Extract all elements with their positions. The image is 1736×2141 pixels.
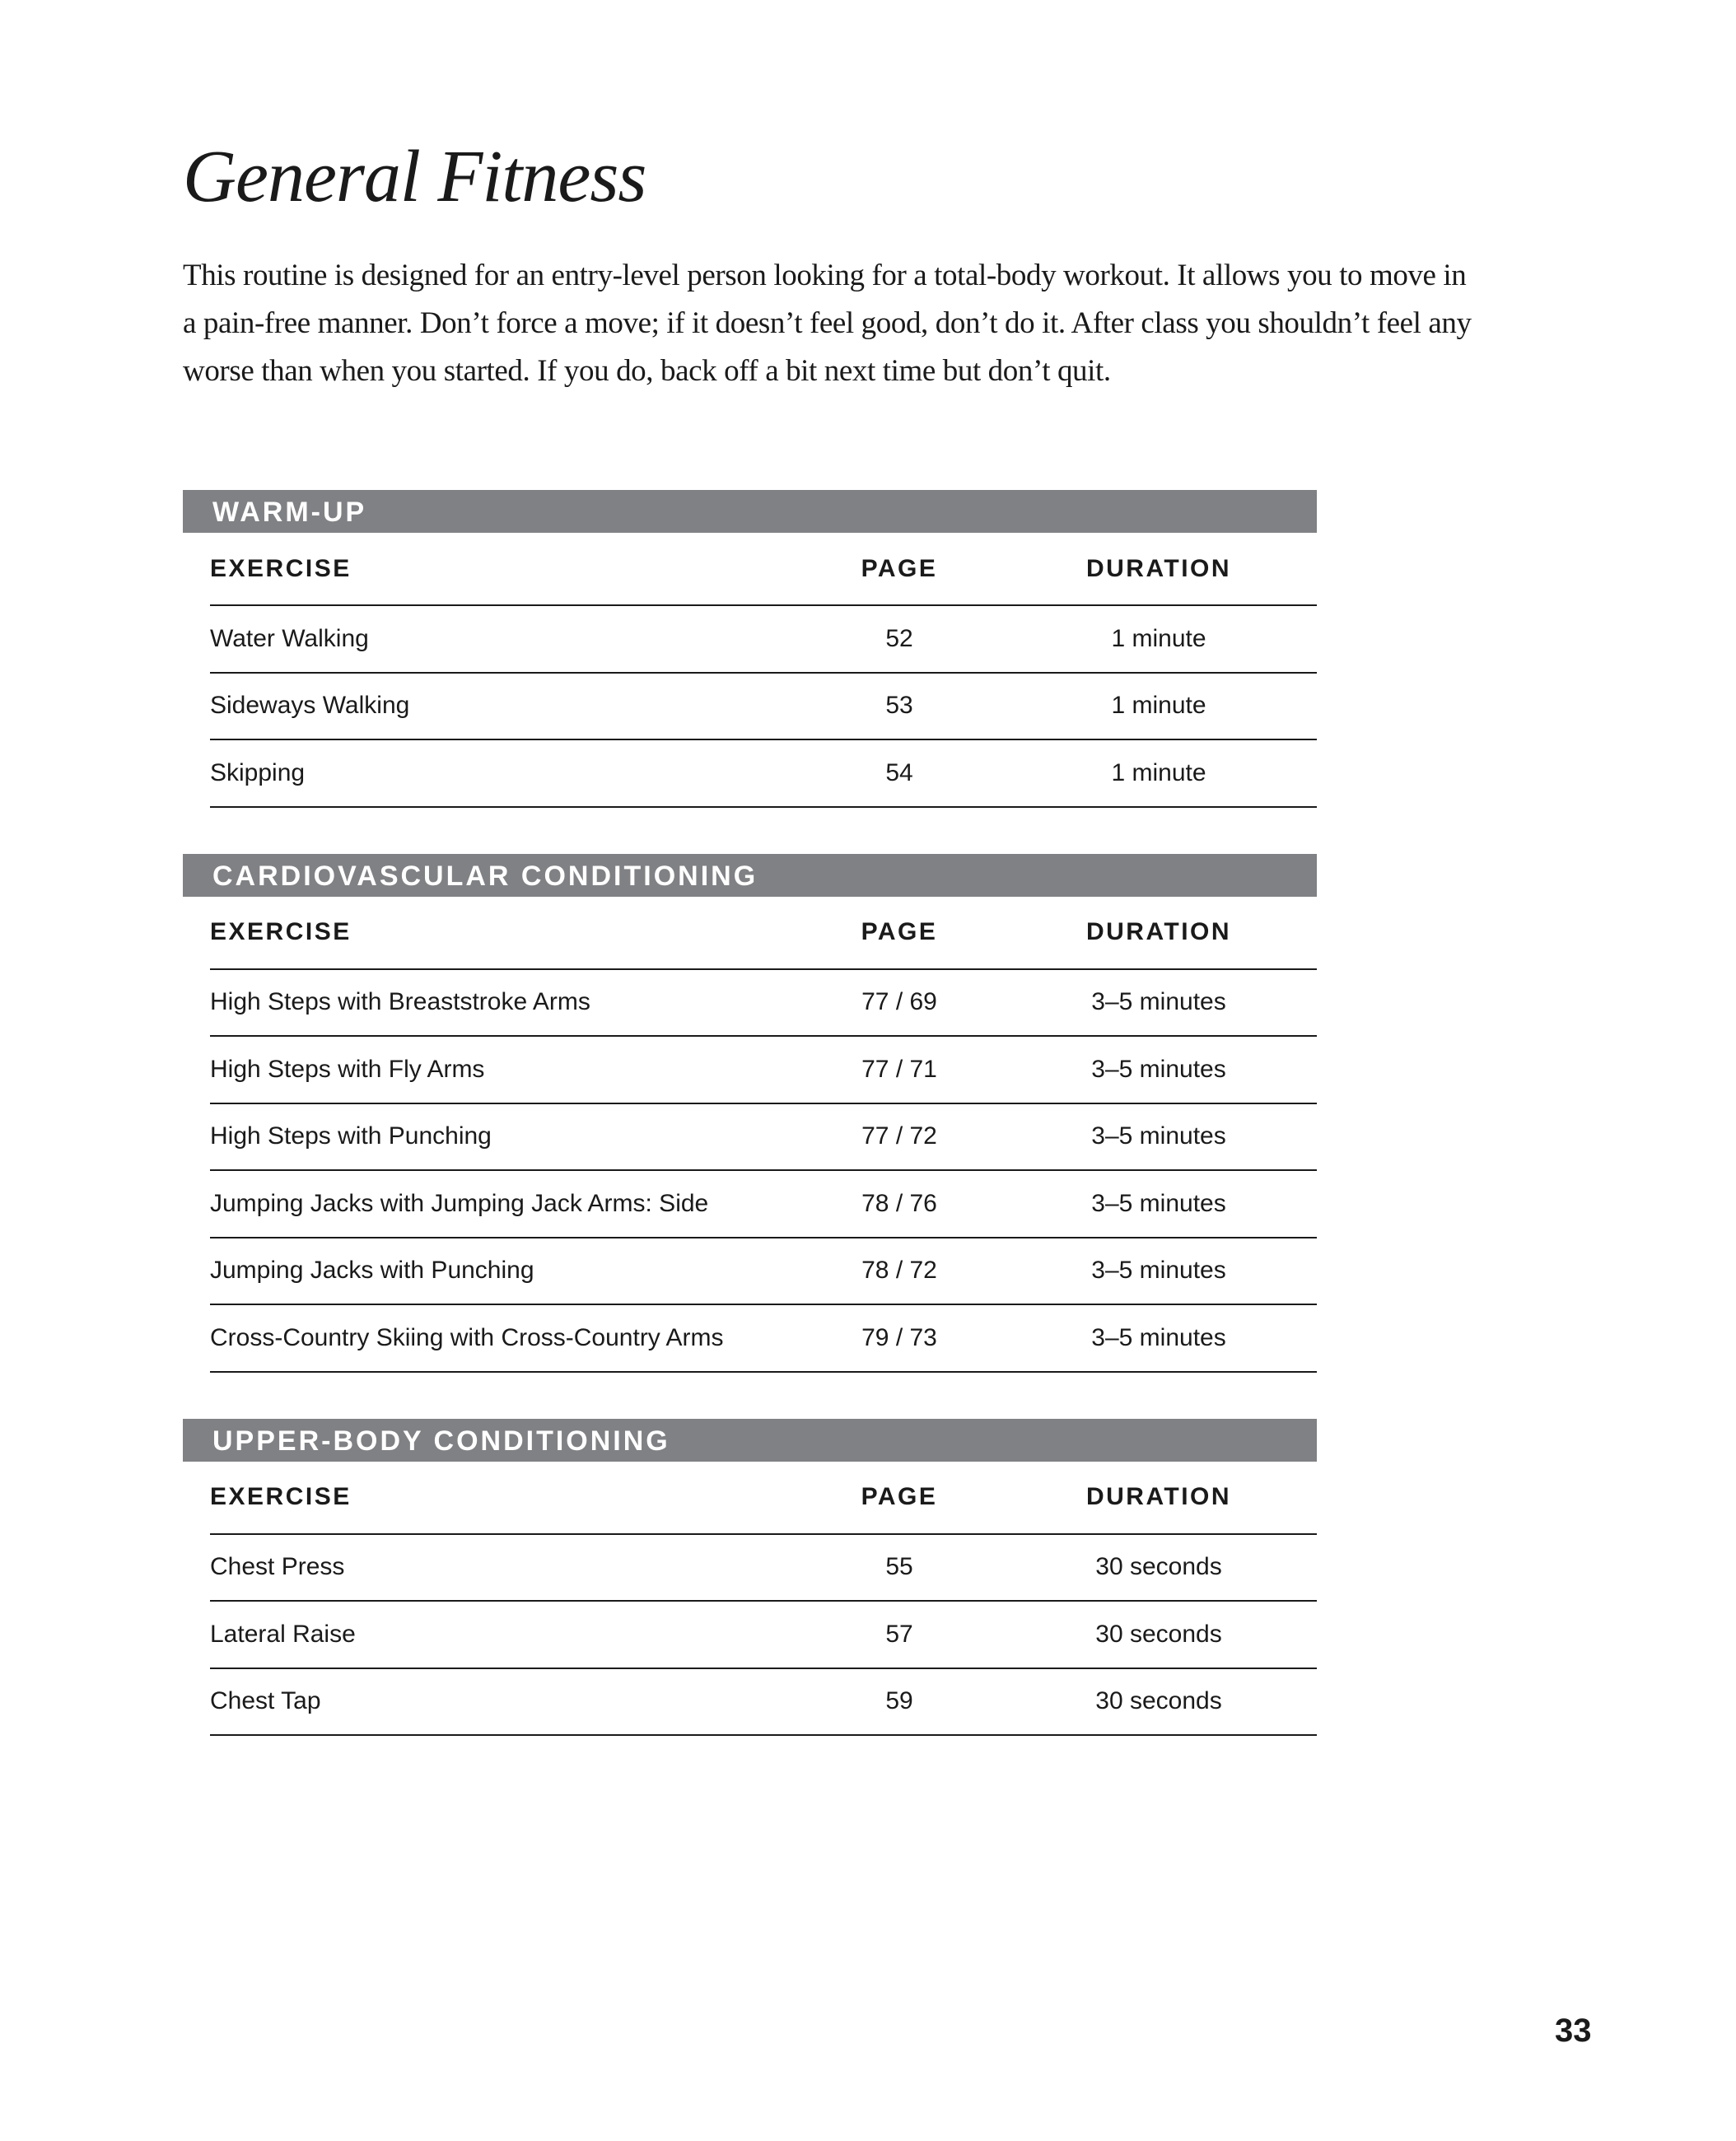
exercise-name: Jumping Jacks with Punching	[210, 1257, 534, 1285]
column-header-page: PAGE	[861, 1483, 938, 1510]
exercise-duration: 3–5 minutes	[1091, 1323, 1226, 1351]
exercise-page: 59	[885, 1687, 913, 1715]
intro-line: This routine is designed for an entry-level person looking for a total-body workout. It allows you to move in	[183, 259, 1467, 292]
exercise-table	[210, 897, 1317, 1373]
exercise-page: 55	[885, 1553, 913, 1581]
section-title: UPPER-BODY CONDITIONING	[183, 1419, 1317, 1462]
table-row	[210, 606, 1317, 674]
exercise-duration: 1 minute	[1111, 758, 1206, 786]
exercise-name: Sideways Walking	[210, 692, 410, 720]
exercise-duration: 3–5 minutes	[1091, 1257, 1226, 1285]
exercise-duration: 3–5 minutes	[1091, 1189, 1226, 1217]
table-row	[210, 1305, 1317, 1373]
exercise-name: Skipping	[210, 758, 306, 786]
exercise-name: Lateral Raise	[210, 1620, 356, 1648]
intro-line: worse than when you started. If you do, back off a bit next time but don’t quit.	[183, 354, 1111, 388]
table-header	[210, 533, 1317, 606]
table-row	[210, 970, 1317, 1038]
column-header-exercise: EXERCISE	[210, 554, 352, 582]
exercise-page: 78 / 72	[861, 1257, 937, 1285]
intro-paragraph	[183, 252, 1599, 395]
exercise-page: 54	[885, 758, 913, 786]
exercise-duration: 3–5 minutes	[1091, 1122, 1226, 1150]
column-header-page: PAGE	[861, 554, 938, 582]
column-header-page: PAGE	[861, 918, 938, 945]
exercise-page: 52	[885, 624, 913, 652]
routine-tables	[183, 490, 1317, 1782]
table-row	[210, 1669, 1317, 1737]
exercise-table	[210, 1462, 1317, 1737]
intro-line: a pain-free manner. Don’t force a move; if it doesn’t feel good, don’t do it. After class you shouldn’t feel any	[183, 306, 1472, 340]
section-1	[183, 854, 1317, 1373]
exercise-name: Cross-Country Skiing with Cross-Country Arms	[210, 1323, 724, 1351]
exercise-duration: 3–5 minutes	[1091, 988, 1226, 1016]
exercise-name: High Steps with Breaststroke Arms	[210, 988, 590, 1016]
column-header-duration: DURATION	[1085, 554, 1232, 582]
exercise-page: 79 / 73	[861, 1323, 937, 1351]
page-title: General Fitness	[183, 136, 646, 217]
column-header-duration: DURATION	[1085, 1483, 1232, 1510]
exercise-page: 77 / 71	[861, 1055, 937, 1083]
exercise-duration: 30 seconds	[1095, 1620, 1222, 1648]
table-row	[210, 1104, 1317, 1172]
table-row	[210, 740, 1317, 808]
table-row	[210, 1535, 1317, 1602]
exercise-page: 77 / 72	[861, 1122, 937, 1150]
section-2	[183, 1419, 1317, 1737]
exercise-name: High Steps with Fly Arms	[210, 1055, 485, 1083]
table-row	[210, 1602, 1317, 1669]
exercise-table	[210, 533, 1317, 808]
page-number: 33	[1555, 2013, 1592, 2049]
exercise-name: Jumping Jacks with Jumping Jack Arms: Side	[210, 1189, 709, 1217]
table-row	[210, 1171, 1317, 1238]
exercise-duration: 1 minute	[1111, 692, 1206, 720]
exercise-duration: 30 seconds	[1095, 1553, 1222, 1581]
section-title: WARM-UP	[183, 490, 1317, 533]
exercise-name: Chest Press	[210, 1553, 345, 1581]
column-header-duration: DURATION	[1085, 918, 1232, 945]
exercise-name: Water Walking	[210, 624, 369, 652]
column-header-exercise: EXERCISE	[210, 918, 352, 945]
exercise-duration: 3–5 minutes	[1091, 1055, 1226, 1083]
table-row	[210, 1238, 1317, 1306]
exercise-page: 77 / 69	[861, 988, 937, 1016]
section-0	[183, 490, 1317, 808]
table-header	[210, 1462, 1317, 1535]
table-row	[210, 674, 1317, 741]
exercise-duration: 30 seconds	[1095, 1687, 1222, 1715]
exercise-name: High Steps with Punching	[210, 1122, 492, 1150]
exercise-name: Chest Tap	[210, 1687, 321, 1715]
table-header	[210, 897, 1317, 970]
exercise-page: 53	[885, 692, 913, 720]
exercise-page: 57	[885, 1620, 913, 1648]
column-header-exercise: EXERCISE	[210, 1483, 352, 1510]
exercise-duration: 1 minute	[1111, 624, 1206, 652]
table-row	[210, 1037, 1317, 1104]
section-title: CARDIOVASCULAR CONDITIONING	[183, 854, 1317, 897]
exercise-page: 78 / 76	[861, 1189, 937, 1217]
